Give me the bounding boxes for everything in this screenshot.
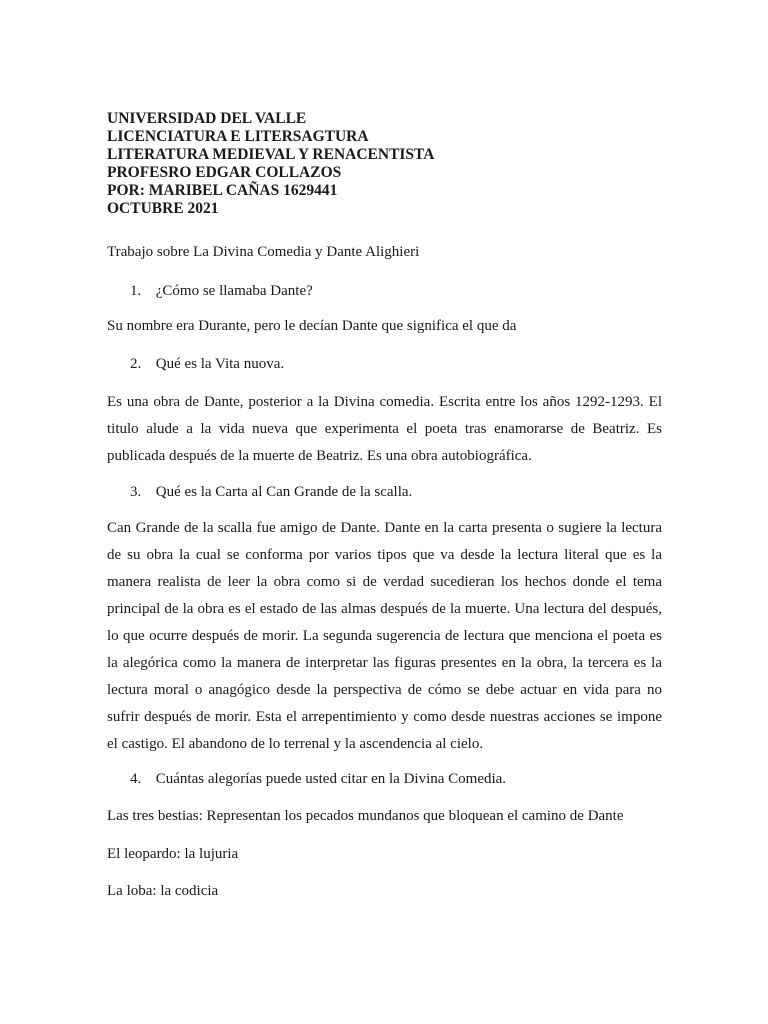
answer-line: principal de la obra es el estado de las almas después de la muerte. Una lectura del después, <box>107 601 662 617</box>
answer-1: Su nombre era Durante, pero le decían Dante que significa el que da <box>107 318 517 334</box>
document-header <box>107 110 667 218</box>
answer-line: la alegórica como la manera de interpretar las figuras presentes en la obra, la tercera es la <box>107 655 662 671</box>
course-name: LITERATURA MEDIEVAL Y RENACENTISTA <box>107 146 435 163</box>
question-2 <box>130 356 284 373</box>
answer-line: Es una obra de Dante, posterior a la Divina comedia. Escrita entre los años 1292-1293. El <box>107 394 662 410</box>
question-number: 4. <box>130 771 142 787</box>
question-text: ¿Cómo se llamaba Dante? <box>155 283 313 299</box>
question-text: Qué es la Vita nuova. <box>155 356 285 372</box>
answer-line: manera realista de leer la obra como si de verdad sucedieran los hechos donde el tema <box>107 574 662 590</box>
question-number: 2. <box>130 356 142 372</box>
professor-name: PROFESRO EDGAR COLLAZOS <box>107 164 342 181</box>
answer-line: lectura moral o anagógico desde la perspectiva de cómo se debe actuar en vida para no <box>107 682 662 698</box>
answer-line: el castigo. El abandono de lo terrenal y la ascendencia al cielo. <box>107 736 484 752</box>
question-text: Cuántas alegorías puede usted citar en la Divina Comedia. <box>155 771 507 787</box>
answer-line: de su obra la cual se conforma por varios tipos que va desde la lectura literal que es la <box>107 547 662 563</box>
answer-2 <box>107 389 662 470</box>
question-text: Qué es la Carta al Can Grande de la scalla. <box>155 484 413 500</box>
answer-line: titulo alude a la vida nueva que experimenta el poeta tras enamorarse de Beatriz. Es <box>107 421 662 437</box>
question-4 <box>130 771 506 788</box>
question-number: 1. <box>130 283 142 299</box>
question-number: 3. <box>130 484 142 500</box>
answer-line: sufrir después de morir. Esta el arrepentimiento y como desde nuestras acciones se impone <box>107 709 662 725</box>
question-1 <box>130 283 313 300</box>
author-name: POR: MARIBEL CAÑAS 1629441 <box>107 182 338 199</box>
answer-4-line: Las tres bestias: Representan los pecados mundanos que bloquean el camino de Dante <box>107 808 624 824</box>
answer-line: Can Grande de la scalla fue amigo de Dante. Dante en la carta presenta o sugiere la lectura <box>107 520 662 536</box>
answer-4-line: El leopardo: la lujuria <box>107 846 239 862</box>
document-intro: Trabajo sobre La Divina Comedia y Dante Alighieri <box>107 244 420 260</box>
document-date: OCTUBRE 2021 <box>107 200 219 217</box>
program-name: LICENCIATURA E LITERSAGTURA <box>107 128 369 145</box>
answer-3 <box>107 515 662 758</box>
question-3 <box>130 484 412 501</box>
university-name: UNIVERSIDAD DEL VALLE <box>107 110 307 127</box>
answer-line: lo que ocurre después de morir. La segunda sugerencia de lectura que menciona el poeta es <box>107 628 662 644</box>
answer-line: publicada después de la muerte de Beatriz. Es una obra autobiográfica. <box>107 448 532 464</box>
answer-4-line: La loba: la codicia <box>107 883 219 899</box>
